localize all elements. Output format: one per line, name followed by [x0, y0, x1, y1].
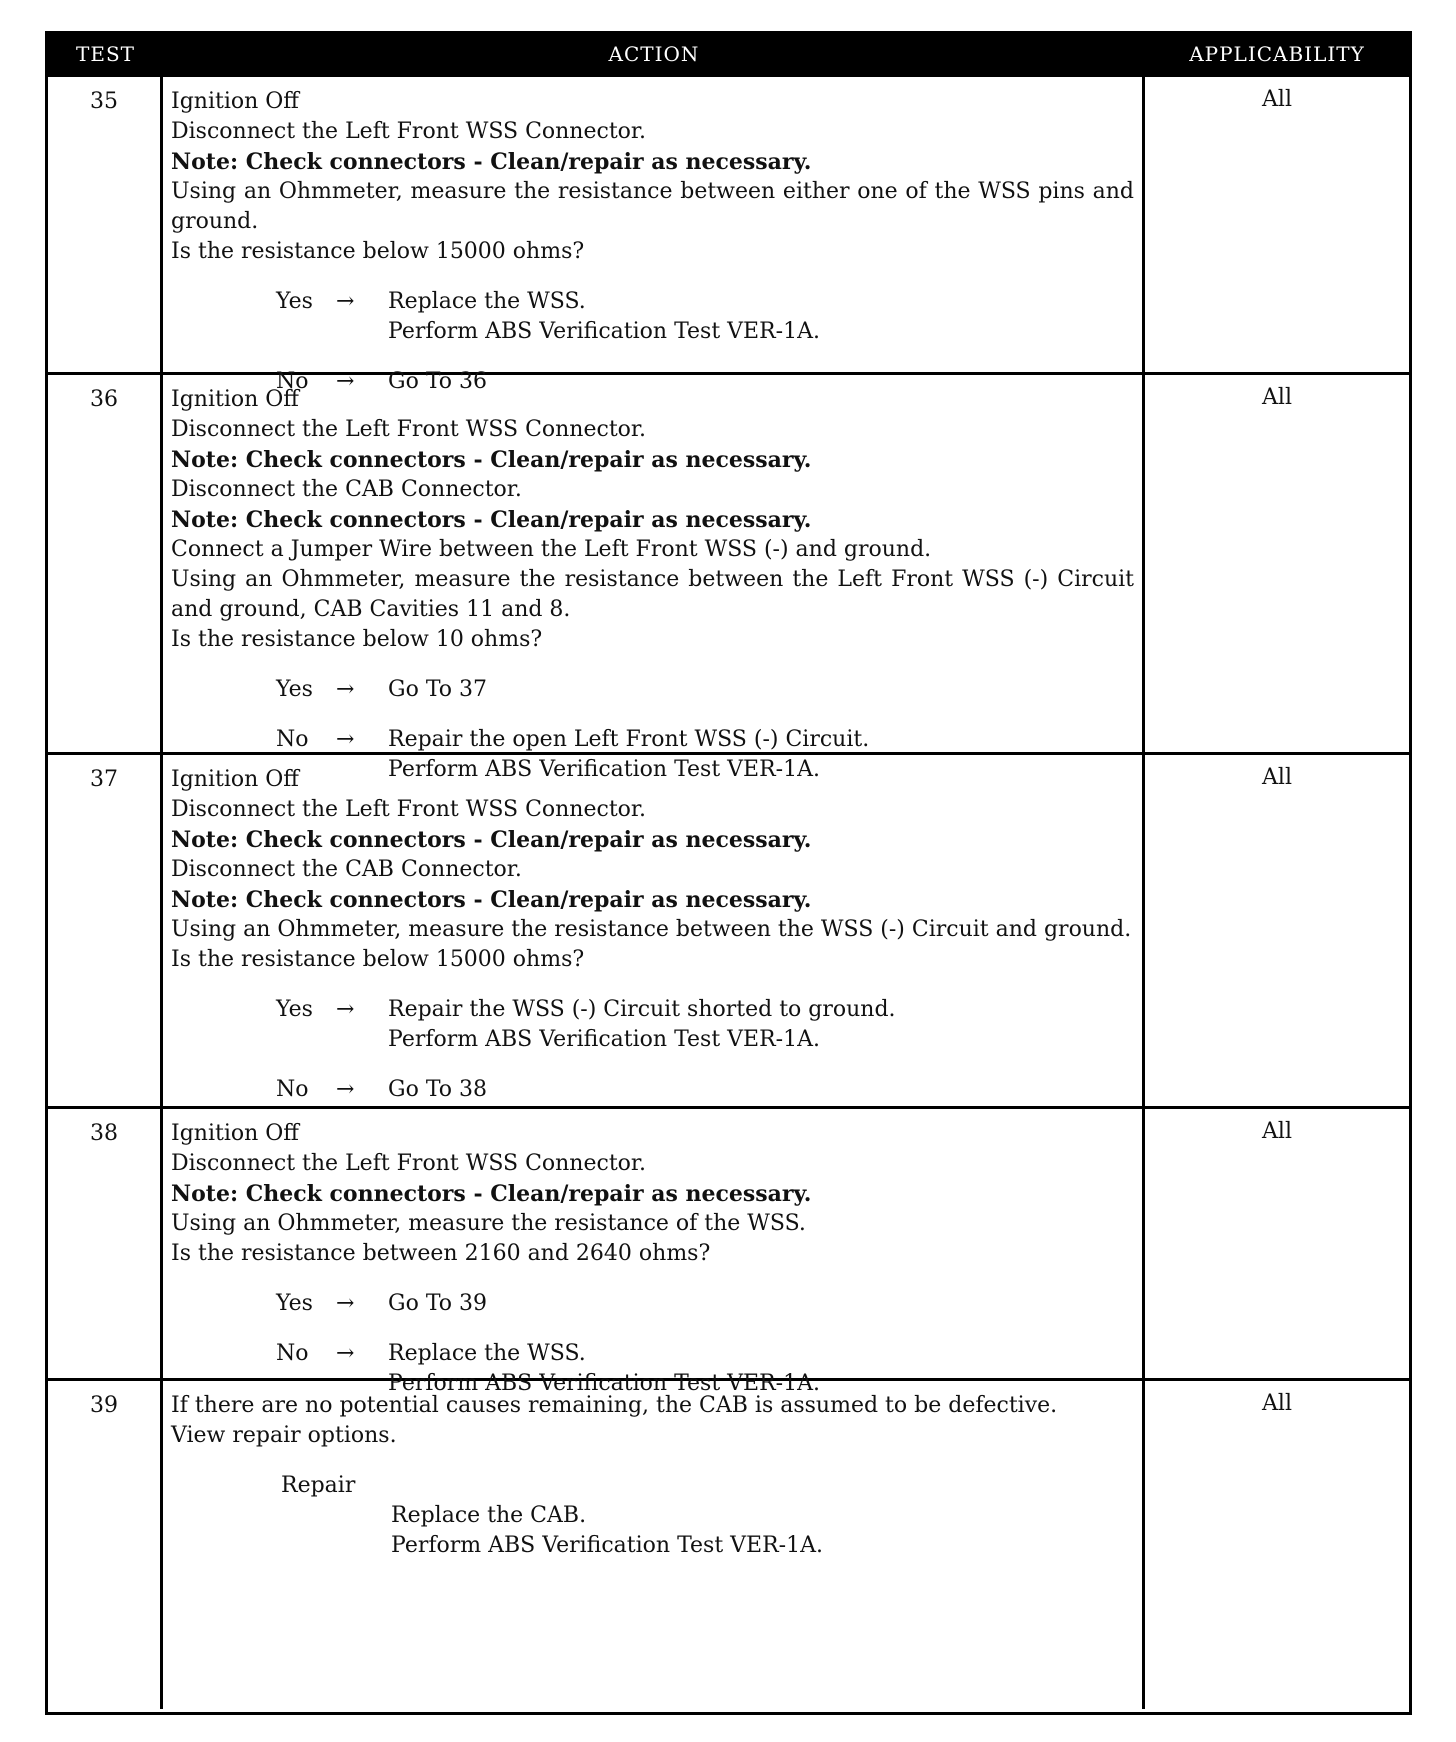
instruction-line: Disconnect the Left Front WSS Connector. [171, 119, 646, 144]
branch-no [276, 1075, 1134, 1105]
note-line: Note: Check connectors - Clean/repair as necessary. [171, 507, 812, 533]
branch-yes [276, 675, 1134, 705]
result-line: Go To 39 [388, 1291, 488, 1316]
repair-label: Repair [281, 1473, 356, 1498]
header-action: ACTION [608, 42, 700, 66]
instruction-line: Is the resistance below 15000 ohms? [171, 239, 585, 264]
note-line: Note: Check connectors - Clean/repair as necessary. [171, 827, 812, 853]
instruction-line: View repair options. [171, 1423, 397, 1448]
table-row [48, 1378, 1409, 1709]
note-line: Note: Check connectors - Clean/repair as necessary. [171, 149, 812, 175]
instruction-line: Using an Ohmmeter, measure the resistance between the Left Front WSS (-) Circuit and ground, CAB Cavities 11 and 8. [171, 567, 1134, 622]
instruction-line: Disconnect the CAB Connector. [171, 477, 522, 502]
branch-result [388, 287, 1134, 347]
branch-label: Yes [276, 1291, 313, 1316]
repair-step: Replace the CAB. [391, 1503, 587, 1528]
branch-label: No [276, 727, 309, 752]
test-number: 38 [48, 1109, 163, 1378]
result-line: Perform ABS Verification Test VER-1A. [388, 1027, 820, 1052]
branch-yes [276, 995, 1134, 1055]
header-applicability: APPLICABILITY [1189, 42, 1365, 66]
branch-result [388, 1075, 1134, 1105]
action-cell [163, 755, 1145, 1106]
note-line: Note: Check connectors - Clean/repair as necessary. [171, 447, 812, 473]
result-line: Go To 37 [388, 677, 488, 702]
test-number: 36 [48, 375, 163, 752]
instruction-line: Disconnect the Left Front WSS Connector. [171, 1151, 646, 1176]
arrow-right-icon: → [336, 289, 355, 314]
instruction-line: Disconnect the CAB Connector. [171, 857, 522, 882]
applicability-value: All [1262, 385, 1292, 410]
header-test: TEST [76, 42, 135, 66]
table-row [48, 1106, 1409, 1396]
table-row [48, 74, 1409, 394]
note-line: Note: Check connectors - Clean/repair as necessary. [171, 887, 812, 913]
repair-steps [391, 1501, 1134, 1561]
branch-result [388, 995, 1134, 1055]
result-line: Go To 36 [388, 369, 488, 394]
diagnostic-test-table [45, 31, 1412, 1715]
branch-label: No [276, 1077, 309, 1102]
table-row [48, 752, 1409, 1106]
table-header [48, 34, 1409, 74]
result-line: Replace the WSS. [388, 289, 586, 314]
instruction-line: Ignition Off [171, 1121, 299, 1146]
test-number: 37 [48, 755, 163, 1106]
instruction-line: Ignition Off [171, 387, 299, 412]
table-body [48, 74, 1409, 1709]
applicability-value: All [1262, 1391, 1292, 1416]
instruction-line: Ignition Off [171, 767, 299, 792]
result-line: Perform ABS Verification Test VER-1A. [388, 319, 820, 344]
branch-label: Yes [276, 289, 313, 314]
instruction-line: Using an Ohmmeter, measure the resistance between either one of the WSS pins and ground. [171, 179, 1134, 234]
branch-result [388, 675, 1134, 705]
instruction-line: Ignition Off [171, 89, 299, 114]
arrow-right-icon: → [336, 1341, 355, 1366]
instruction-line: Is the resistance between 2160 and 2640 ohms? [171, 1241, 711, 1266]
instruction-line: Is the resistance below 10 ohms? [171, 627, 543, 652]
repair-step: Perform ABS Verification Test VER-1A. [391, 1533, 823, 1558]
result-line: Repair the WSS (-) Circuit shorted to ground. [388, 997, 896, 1022]
applicability-value: All [1262, 1119, 1292, 1144]
applicability-value: All [1262, 765, 1292, 790]
repair-options [281, 1471, 1134, 1561]
result-line: Repair the open Left Front WSS (-) Circuit. [388, 727, 870, 752]
test-number: 35 [48, 77, 163, 372]
arrow-right-icon: → [336, 1077, 355, 1102]
note-line: Note: Check connectors - Clean/repair as necessary. [171, 1181, 812, 1207]
branch-label: Yes [276, 997, 313, 1022]
arrow-right-icon: → [336, 727, 355, 752]
instruction-line: Is the resistance below 15000 ohms? [171, 947, 585, 972]
result-line: Go To 38 [388, 1077, 488, 1102]
branch-label: No [276, 369, 309, 394]
action-cell [163, 1381, 1145, 1709]
branch-label: No [276, 1341, 309, 1366]
branch-yes [276, 287, 1134, 347]
instruction-line: Using an Ohmmeter, measure the resistance between the WSS (-) Circuit and ground. [171, 917, 1132, 942]
instruction-line: Using an Ohmmeter, measure the resistance of the WSS. [171, 1211, 806, 1236]
instruction-line: Disconnect the Left Front WSS Connector. [171, 417, 646, 442]
branch-result [388, 1289, 1134, 1319]
instruction-line: Disconnect the Left Front WSS Connector. [171, 797, 646, 822]
result-line: Perform ABS Verification Test VER-1A. [388, 1371, 820, 1396]
action-cell [163, 77, 1145, 394]
applicability-value: All [1262, 87, 1292, 112]
table-row [48, 372, 1409, 782]
arrow-right-icon: → [336, 997, 355, 1022]
arrow-right-icon: → [336, 1291, 355, 1316]
action-cell [163, 375, 1145, 782]
result-line: Perform ABS Verification Test VER-1A. [388, 757, 820, 782]
test-number: 39 [48, 1381, 163, 1709]
arrow-right-icon: → [336, 369, 355, 394]
instruction-line: If there are no potential causes remaining, the CAB is assumed to be defective. [171, 1393, 1058, 1418]
instruction-line: Connect a Jumper Wire between the Left Front WSS (-) and ground. [171, 537, 932, 562]
result-line: Replace the WSS. [388, 1341, 586, 1366]
action-cell [163, 1109, 1145, 1396]
arrow-right-icon: → [336, 677, 355, 702]
branch-label: Yes [276, 677, 313, 702]
branch-yes [276, 1289, 1134, 1319]
